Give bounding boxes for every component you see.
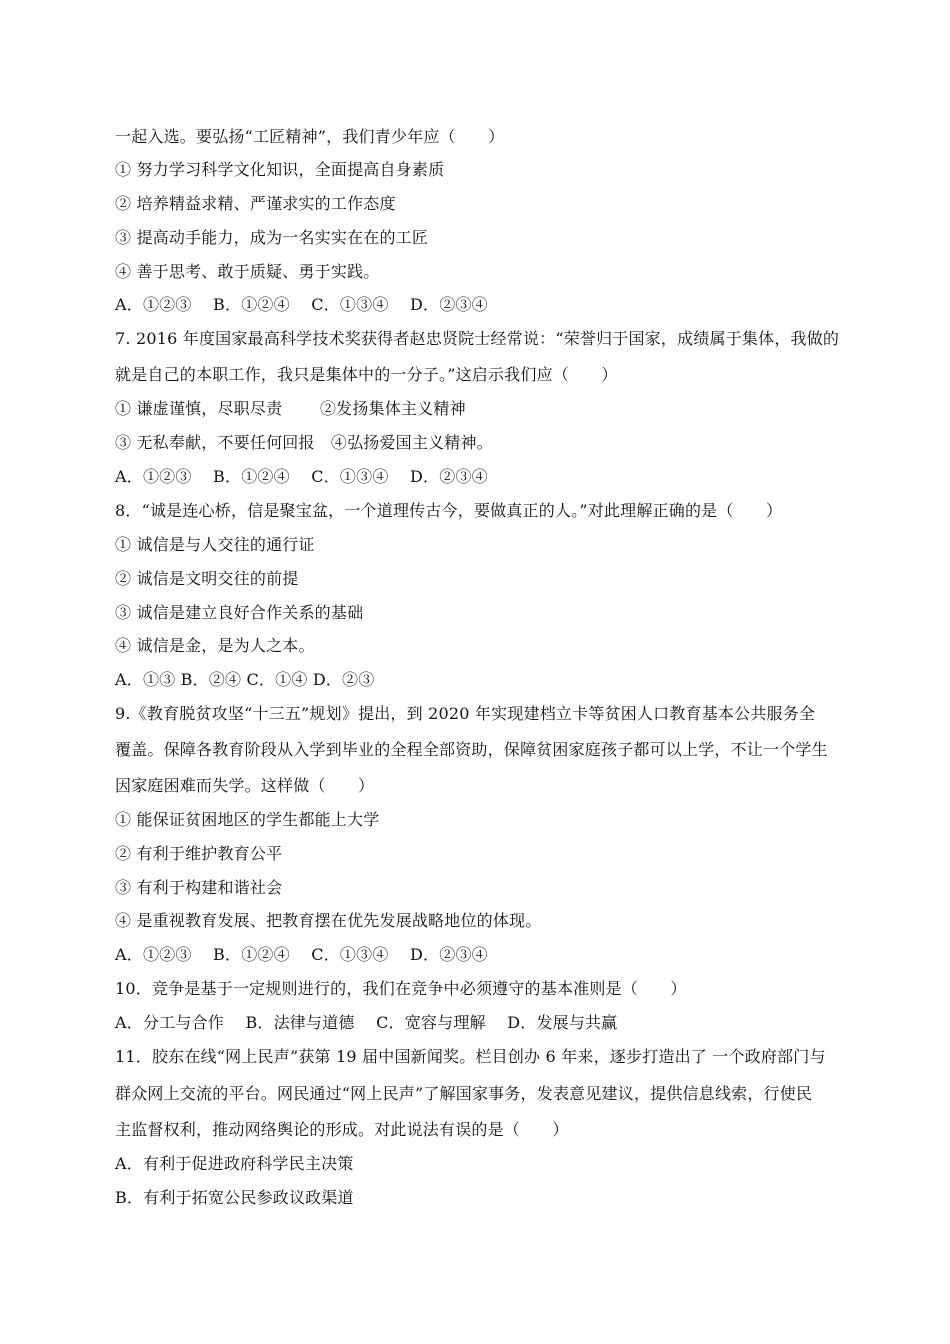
text-line: ④ 诚信是金，是为人之本。 xyxy=(115,636,315,655)
answer-options: A．①②③ B．①②④ C．①③④ D．②③④ xyxy=(115,467,488,486)
text-line: ③ 诚信是建立良好合作关系的基础 xyxy=(115,603,364,622)
text-line: 覆盖。保障各教育阶段从入学到毕业的全程全部资助，保障贫困家庭孩子都可以上学，不让一个学生 xyxy=(115,740,828,759)
text-line: 一起入选。要弘扬“工匠精神”，我们青少年应（ ） xyxy=(115,127,505,146)
answer-options: A．①③ B．②④ C．①④ D．②③ xyxy=(115,670,375,689)
text-line: ④ 是重视教育发展、把教育摆在优先发展战略地位的体现。 xyxy=(115,911,542,930)
answer-option-a: A．有利于促进政府科学民主决策 xyxy=(115,1154,354,1173)
answer-options: A．①②③ B．①②④ C．①③④ D．②③④ xyxy=(115,945,488,964)
text-line: 就是自己的本职工作，我只是集体中的一分子。”这启示我们应（ ） xyxy=(115,365,618,384)
text-line: ③ 无私奉献，不要任何回报 ④弘扬爱国主义精神。 xyxy=(115,433,493,452)
answer-options: A．①②③ B．①②④ C．①③④ D．②③④ xyxy=(115,295,488,314)
question-9: 9.《教育脱贫攻坚“十三五”规划》提出，到 2020 年实现建档立卡等贫困人口教育基本公共服务全 xyxy=(115,704,816,723)
text-line: ① 努力学习科学文化知识，全面提高自身素质 xyxy=(115,160,445,179)
answer-options: A．分工与合作 B．法律与道德 C．宽容与理解 D．发展与共赢 xyxy=(115,1013,618,1032)
question-7: 7. 2016 年度国家最高科学技术奖获得者赵忠贤院士经常说：“荣誉归于国家，成绩属于集体，我做的 xyxy=(115,329,840,348)
text-line: 因家庭困难而失学。这样做（ ） xyxy=(115,776,375,795)
answer-option-b: B．有利于拓宽公民参政议政渠道 xyxy=(115,1188,354,1207)
text-line: ③ 有利于构建和谐社会 xyxy=(115,878,283,897)
question-10: 10．竞争是基于一定规则进行的，我们在竞争中必须遵守的基本准则是（ ） xyxy=(115,979,687,998)
text-line: ② 有利于维护教育公平 xyxy=(115,844,283,863)
text-line: ① 诚信是与人交往的通行证 xyxy=(115,535,315,554)
question-11: 11．胶东在线“网上民声”获第 19 届中国新闻奖。栏目创办 6 年来，逐步打造出了 一个政府部门与 xyxy=(115,1047,826,1066)
text-line: ④ 善于思考、敢于质疑、勇于实践。 xyxy=(115,262,380,281)
text-line: ① 能保证贫困地区的学生都能上大学 xyxy=(115,810,380,829)
text-line: ① 谦虚谨慎，尽职尽责 ②发扬集体主义精神 xyxy=(115,399,466,418)
question-8: 8．“诚是连心桥，信是聚宝盆，一个道理传古今，要做真正的人。”对此理解正确的是（ ） xyxy=(115,501,783,520)
text-line: 主监督权利，推动网络舆论的形成。对此说法有误的是（ ） xyxy=(115,1120,569,1139)
text-line: 群众网上交流的平台。网民通过“网上民声”了解国家事务，发表意见建议，提供信息线索，行使民 xyxy=(115,1084,813,1103)
text-line: ② 诚信是文明交往的前提 xyxy=(115,569,299,588)
text-line: ② 培养精益求精、严谨求实的工作态度 xyxy=(115,194,396,213)
text-line: ③ 提高动手能力，成为一名实实在在的工匠 xyxy=(115,228,429,247)
